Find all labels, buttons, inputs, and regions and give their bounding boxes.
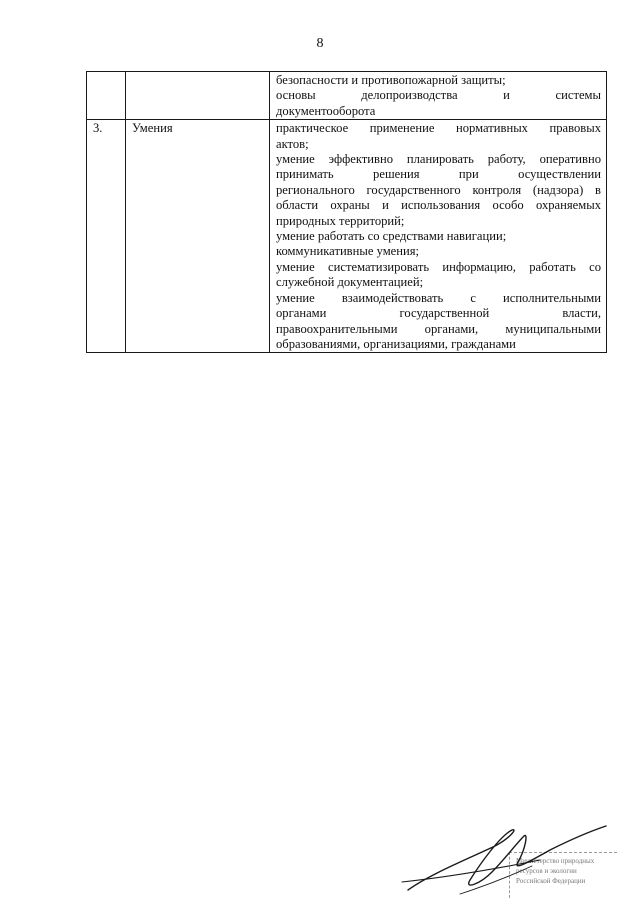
row-name-cell [126, 72, 270, 120]
requirements-table [86, 71, 607, 353]
text-line: служебной документацией; [276, 275, 424, 290]
text-line: коммуникативные умения; [276, 244, 420, 259]
row-text-cell [270, 120, 607, 353]
text-line: органами государственной власти, [276, 306, 601, 321]
text-line: безопасности и противопожарной защиты; [276, 73, 506, 87]
stamp-line: ресурсов и экологии [516, 867, 577, 875]
text-line: актов; [276, 136, 309, 151]
row-number-cell [87, 72, 126, 120]
text-line: регионального государственного контроля (надзора) в [276, 182, 601, 197]
table-row [87, 120, 607, 353]
text-line: области охраны и использования особо охраняемых [276, 198, 601, 213]
text-line: практическое применение нормативных правовых [276, 121, 601, 136]
text-line: документооборота [276, 103, 376, 118]
text-line: основы делопроизводства и системы [276, 88, 601, 103]
text-line: образованиями, организациями, гражданами [276, 336, 516, 351]
text-line: умение эффективно планировать работу, оперативно [276, 152, 601, 167]
row-text-cell [270, 72, 607, 120]
row-number-cell: 3. [87, 120, 126, 353]
stamp-line: Министерство природных [516, 857, 595, 865]
signature [400, 806, 610, 898]
text-line: правоохранительными органами, муниципальными [276, 321, 601, 336]
text-line: природных территорий; [276, 213, 405, 228]
text-line: умение работать со средствами навигации; [276, 229, 507, 244]
table-row [87, 72, 607, 120]
page-number: 8 [316, 36, 324, 51]
text-line: умение систематизировать информацию, работать со [276, 259, 601, 274]
text-line: умение взаимодействовать с исполнительными [276, 290, 601, 305]
stamp-line: Российской Федерации [516, 877, 586, 885]
text-line: принимать решения при осуществлении [276, 167, 601, 182]
row-name-cell: Умения [126, 120, 270, 353]
